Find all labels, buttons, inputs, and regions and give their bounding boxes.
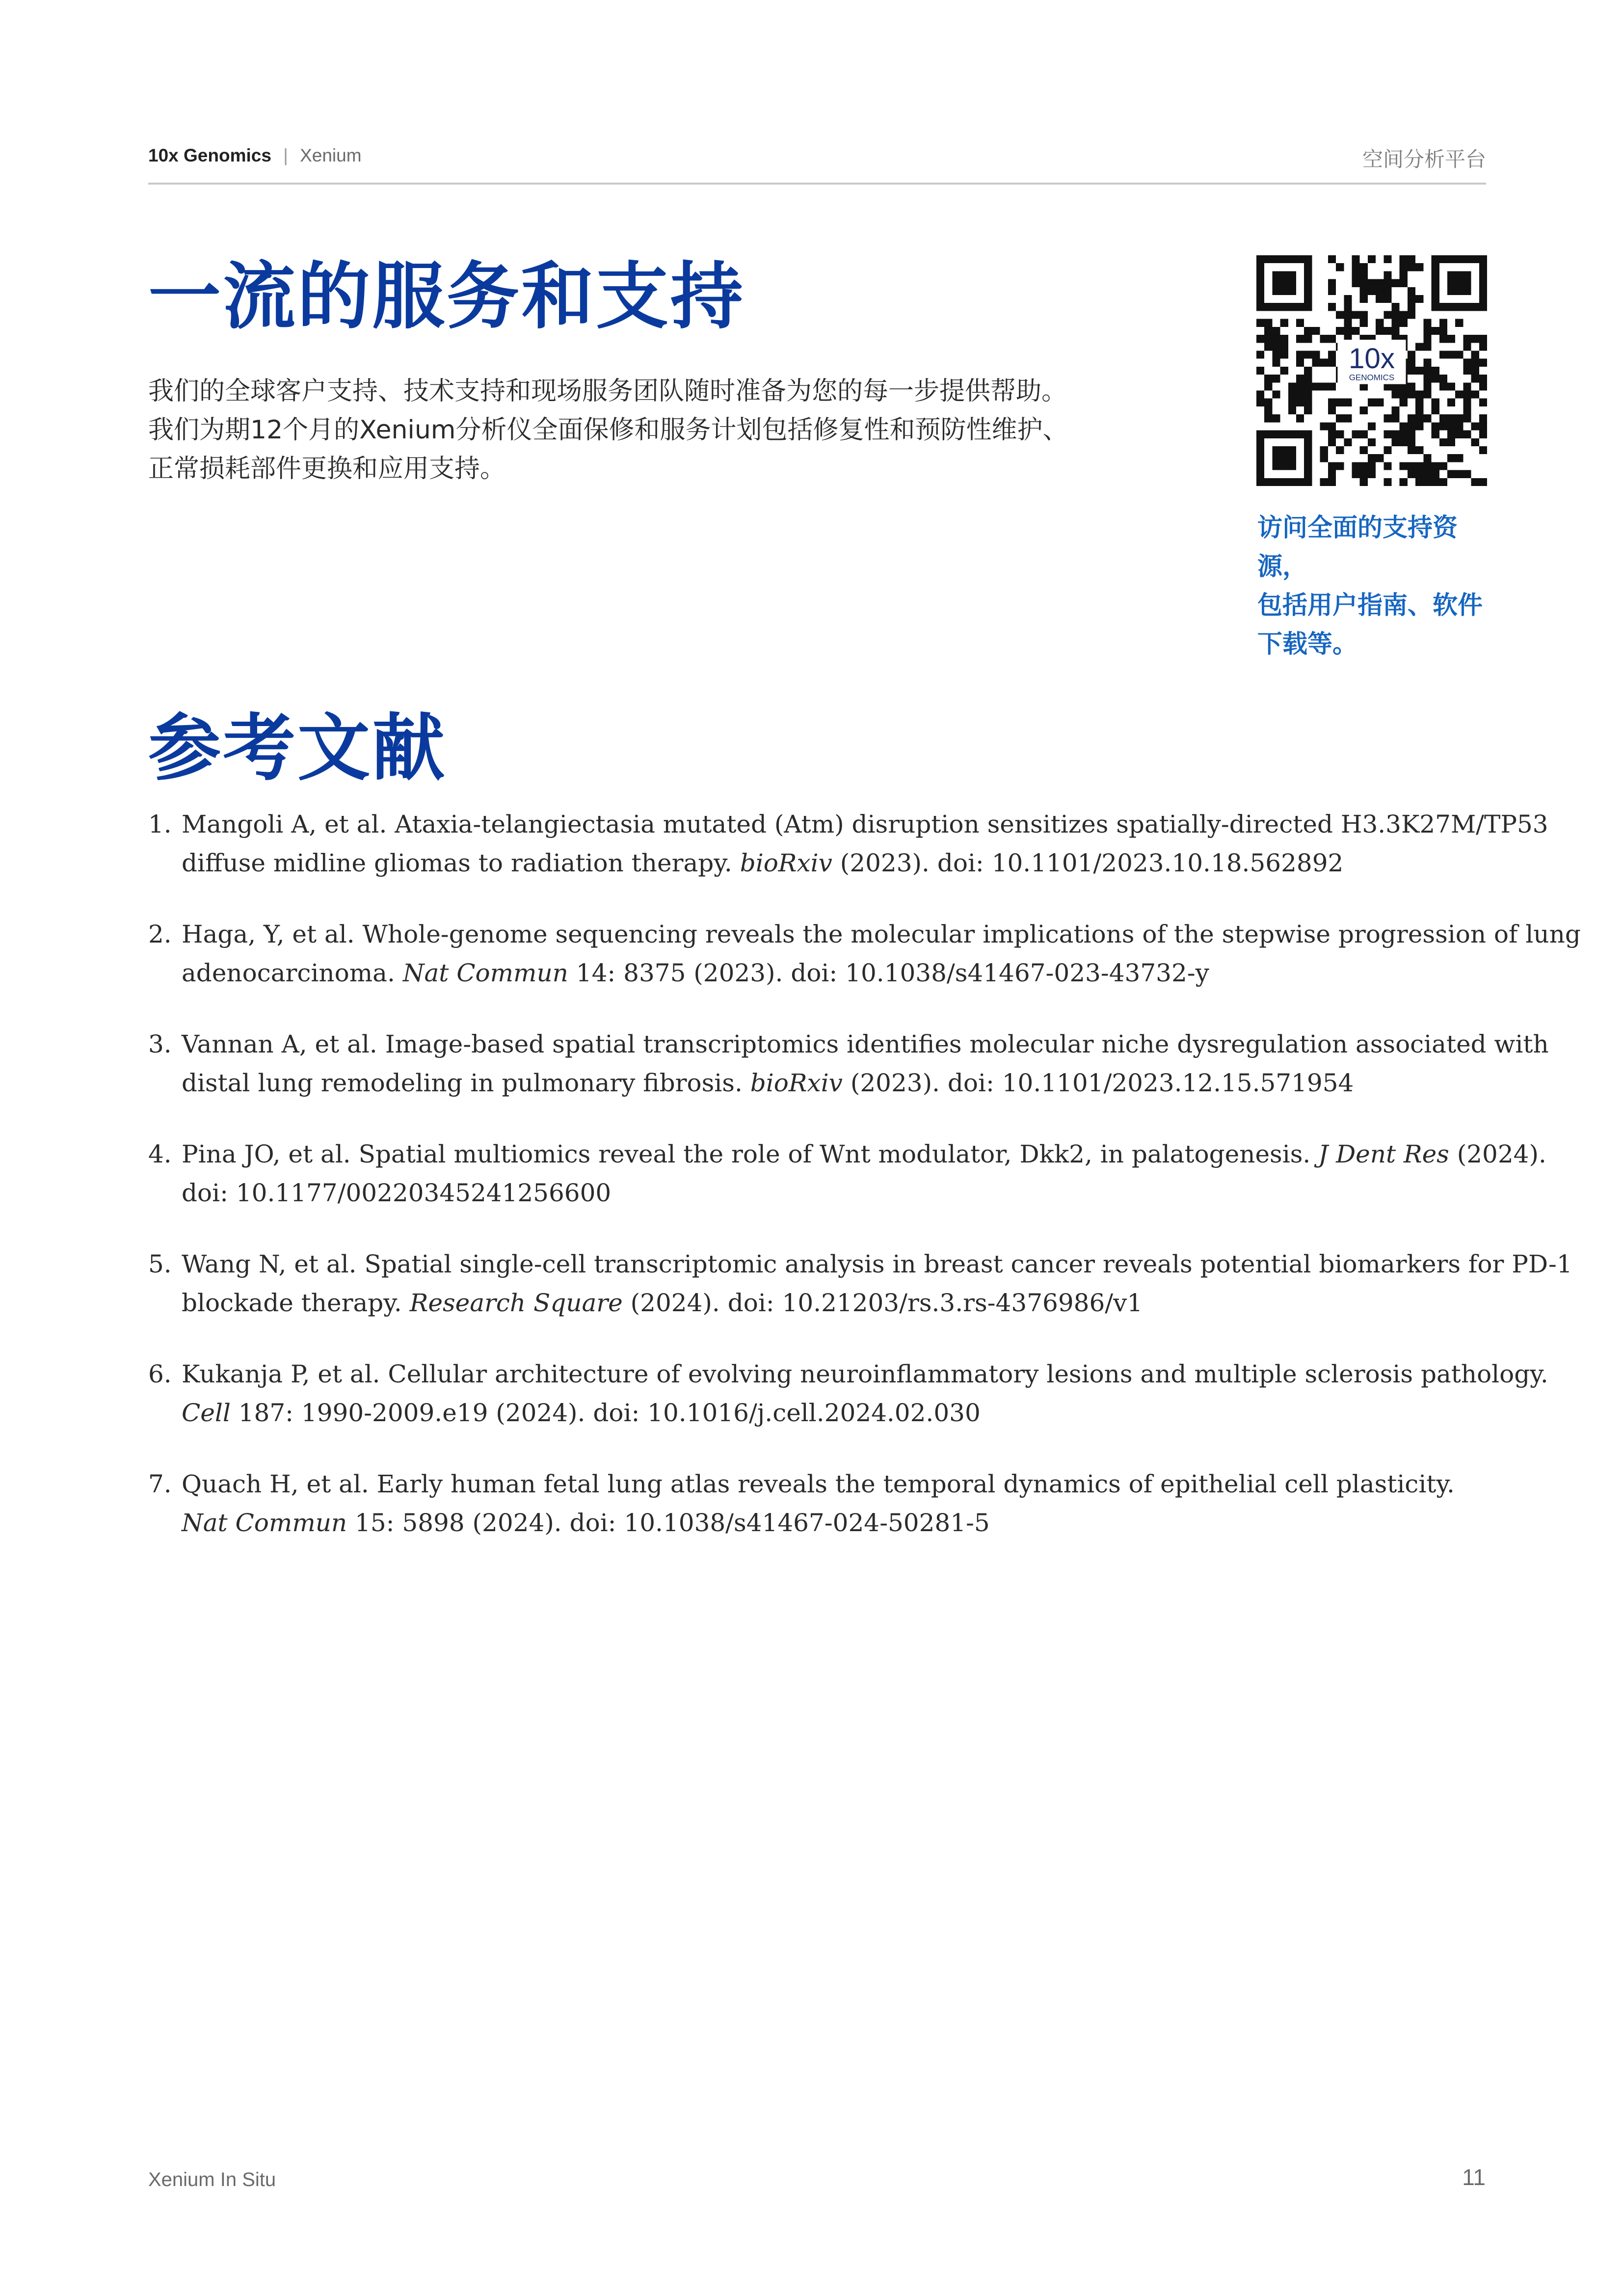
references-list (148, 805, 1581, 1575)
brand-separator: | (283, 145, 288, 165)
reference-text: adenocarcinoma. (182, 959, 403, 987)
qr-caption-line: 访问全面的支持资源， (1257, 513, 1458, 581)
reference-line (182, 954, 1503, 993)
qr-code-icon (1256, 255, 1487, 486)
reference-journal: J Dent Res (1318, 1140, 1449, 1168)
reference-item (148, 1245, 1572, 1323)
reference-line (182, 1064, 1503, 1103)
reference-item (148, 805, 1548, 883)
reference-line: Quach H, et al. Early human fetal lung atlas reveals the temporal dynamics of epithelial cell plasticity. (182, 1470, 1455, 1498)
reference-number: 7. (148, 1470, 172, 1498)
reference-line (182, 1394, 1503, 1432)
reference-journal: bioRxiv (750, 1069, 843, 1097)
reference-item (148, 1025, 1549, 1103)
reference-line (182, 1135, 1546, 1174)
reference-line: Kukanja P, et al. Cellular architecture of evolving neuroinflammatory lesions and multiple sclerosis pathology. (182, 1360, 1548, 1388)
reference-line: Mangoli A, et al. Ataxia-telangiectasia mutated (Atm) disruption sensitizes spatially-directed H3.3K27M/TP53 (182, 810, 1548, 838)
support-intro-line: 我们的全球客户支持、技术支持和现场服务团队随时准备为您的每一步提供帮助。 (148, 377, 1067, 406)
qr-logo-subtext: GENOMICS (1349, 373, 1395, 382)
reference-number: 1. (148, 810, 172, 838)
section-label: 空间分析平台 (1362, 147, 1486, 171)
reference-item (148, 1355, 1548, 1432)
reference-journal: Nat Commun (402, 959, 568, 987)
reference-text: (2024). doi: 10.21203/rs.3.rs-4376986/v1 (622, 1289, 1143, 1317)
reference-text: 15: 5898 (2024). doi: 10.1038/s41467-024-50281-5 (347, 1509, 990, 1537)
reference-line: Wang N, et al. Spatial single-cell transcriptomic analysis in breast cancer reveals potential biomarkers for PD-1 (182, 1250, 1572, 1278)
support-intro-line: 我们为期12个月的Xenium分析仪全面保修和服务计划包括修复性和预防性维护、 (148, 415, 1068, 445)
reference-text: 14: 8375 (2023). doi: 10.1038/s41467-023-43732-y (568, 959, 1209, 987)
reference-number: 6. (148, 1360, 172, 1388)
support-intro (148, 372, 1130, 488)
reference-item (148, 915, 1581, 993)
reference-number: 3. (148, 1030, 172, 1058)
footer-title: Xenium In Situ (148, 2169, 276, 2190)
reference-number: 5. (148, 1250, 172, 1278)
reference-text: diffuse midline gliomas to radiation therapy. (182, 849, 740, 877)
qr-caption[interactable] (1257, 509, 1493, 664)
reference-item (148, 1465, 1503, 1542)
reference-text: distal lung remodeling in pulmonary fibrosis. (182, 1069, 750, 1097)
qr-caption-line: 包括用户指南、软件 (1257, 591, 1483, 620)
reference-journal: Nat Commun (182, 1509, 347, 1537)
support-qr-code[interactable] (1256, 255, 1487, 486)
qr-caption-line: 下载等。 (1257, 630, 1358, 659)
reference-journal: Cell (182, 1399, 231, 1427)
reference-text: 187: 1990-2009.e19 (2024). doi: 10.1016/j.cell.2024.02.030 (230, 1399, 981, 1427)
reference-number: 2. (148, 920, 172, 948)
page-number: 11 (1462, 2164, 1486, 2190)
reference-journal: bioRxiv (740, 849, 832, 877)
reference-text: (2023). doi: 10.1101/2023.12.15.571954 (842, 1069, 1354, 1097)
reference-line (182, 844, 1503, 883)
reference-text: blockade therapy. (182, 1289, 410, 1317)
reference-line: Vannan A, et al. Image-based spatial transcriptomics identifies molecular niche dysregulation associated with (182, 1030, 1549, 1058)
reference-text: (2023). doi: 10.1101/2023.10.18.562892 (832, 849, 1344, 877)
reference-line (182, 1504, 1503, 1542)
reference-line (182, 1284, 1503, 1323)
reference-text: (2024). (1449, 1140, 1546, 1168)
support-intro-line: 正常损耗部件更换和应用支持。 (148, 454, 506, 484)
reference-journal: Research Square (409, 1289, 623, 1317)
support-title: 一流的服务和支持 (148, 254, 745, 339)
reference-line: Haga, Y, et al. Whole-genome sequencing reveals the molecular implications of the stepwise progression of lung (182, 920, 1581, 948)
references-title: 参考文献 (148, 706, 447, 790)
reference-item (148, 1135, 1546, 1213)
brand-lockup (148, 145, 362, 166)
reference-number: 4. (148, 1140, 172, 1168)
reference-line: doi: 10.1177/00220345241256600 (182, 1179, 612, 1207)
product-name: Xenium (300, 145, 362, 165)
brand-name: 10x Genomics (148, 145, 271, 165)
page-header (148, 143, 1486, 185)
qr-logo-text: 10x (1348, 343, 1395, 375)
reference-text: Pina JO, et al. Spatial multiomics reveal the role of Wnt modulator, Dkk2, in palatogenesis. (182, 1140, 1319, 1168)
